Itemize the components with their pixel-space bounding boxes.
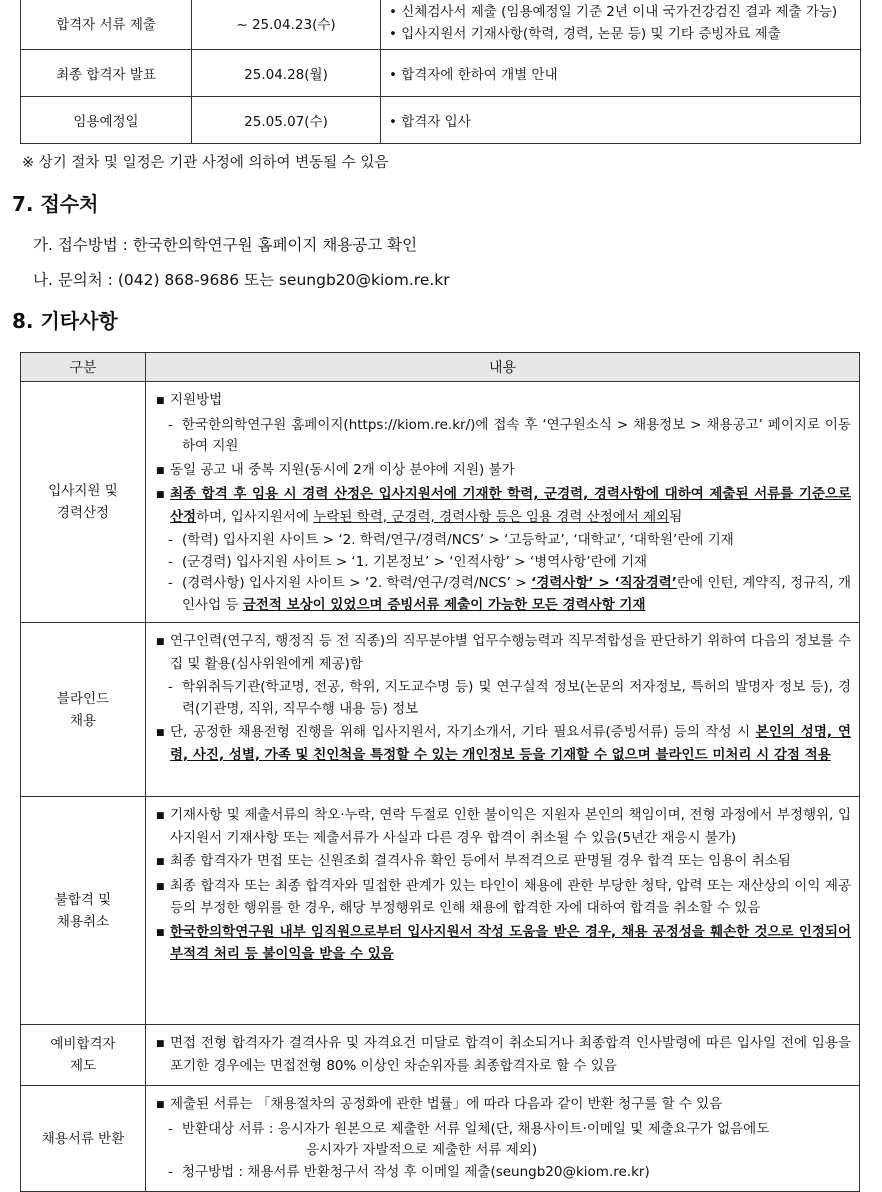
row-label: 블라인드 채용	[21, 623, 146, 797]
table-row	[21, 797, 860, 1025]
table-row	[21, 1086, 860, 1192]
row-content	[146, 1025, 860, 1086]
section-7-item: 나. 문의처 : (042) 868-9686 또는 seungb20@kiom.re.kr	[33, 271, 450, 289]
schedule-detail: • 합격자 입사	[381, 97, 861, 144]
schedule-stage: 최종 합격자 발표	[21, 50, 192, 97]
column-header: 구분	[21, 353, 146, 382]
bullet-item: ■ 최종 합격자가 면접 또는 신원조회 결격사유 확인 등에서 부적격으로 판명될 경우 합격 또는 임용이 취소됨	[156, 851, 851, 874]
row-label: 입사지원 및 경력산정	[21, 382, 146, 623]
table-row	[21, 382, 860, 623]
table-header-row	[21, 353, 860, 382]
schedule-date: 25.05.07(수)	[192, 97, 381, 144]
table-row	[21, 97, 861, 144]
sub-item: - 반환대상 서류 : 응시자가 원본으로 제출한 서류 일체(단, 채용사이트·이메일 및 제출요구가 없음에도	[156, 1119, 851, 1141]
etc-table	[20, 352, 860, 1192]
table-row	[21, 623, 860, 797]
section-7-title: 7. 접수처	[12, 192, 99, 216]
schedule-detail: • 합격자에 한하여 개별 안내	[381, 50, 861, 97]
section-8-title: 8. 기타사항	[12, 309, 118, 333]
schedule-date: ~ 25.04.23(수)	[192, 0, 381, 50]
table-row	[21, 50, 861, 97]
bullet-item: ■ 단, 공정한 채용전형 진행을 위해 입사지원서, 자기소개서, 기타 필요서류(증빙서류) 등의 작성 시 본인의 성명, 연령, 사진, 성별, 가족 및 친인척을 특정할 수 있는 개인정보 등을 기재할 수 없으며 블라인드 미처리 시 감점 적용	[156, 722, 851, 766]
schedule-stage: 임용예정일	[21, 97, 192, 144]
bullet-item: ■ 한국한의학연구원 내부 임직원으로부터 입사지원서 작성 도움을 받은 경우, 채용 공정성을 훼손한 것으로 인정되어 부적격 처리 등 불이익을 받을 수 있음	[156, 922, 851, 966]
schedule-detail	[381, 0, 861, 50]
sub-item: - (학력) 입사지원 사이트 > ‘2. 학력/연구/경력/NCS’ > ‘고등학교’, ‘대학교’, ‘대학원’란에 기재	[156, 530, 851, 552]
row-content	[146, 1086, 860, 1192]
sub-item: - 청구방법 : 채용서류 반환청구서 작성 후 이메일 제출(seungb20@kiom.re.kr)	[156, 1162, 851, 1184]
sub-item: - (경력사항) 입사지원 사이트 > ‘2. 학력/연구/경력/NCS’ > ‘경력사항’ > ‘직장경력’란에 인턴, 계약직, 정규직, 개인사업 등 금전적 보상이 있었으며 증빙서류 제출이 가능한 모든 경력사항 기재	[156, 573, 851, 616]
bullet-item: • 신체검사서 제출 (임용예정일 기준 2년 이내 국가건강검진 결과 제출 가능)	[389, 4, 838, 20]
section-7-item: 가. 접수방법 : 한국한의학연구원 홈페이지 채용공고 확인	[33, 236, 418, 254]
schedule-note: ※ 상기 절차 및 일정은 기관 사정에 의하여 변동될 수 있음	[22, 155, 389, 171]
sub-item: - 한국한의학연구원 홈페이지(https://kiom.re.kr/)에 접속 후 ‘연구원소식 > 채용정보 > 채용공고’ 페이지로 이동하여 지원	[156, 415, 851, 458]
table-row	[21, 1025, 860, 1086]
bullet-item: ■ 지원방법	[156, 390, 851, 413]
column-header: 내용	[146, 353, 860, 382]
row-label: 불합격 및 채용취소	[21, 797, 146, 1025]
schedule-stage: 합격자 서류 제출	[21, 0, 192, 50]
bullet-item: ■ 기재사항 및 제출서류의 착오·누락, 연락 두절로 인한 불이익은 지원자 본인의 책임이며, 전형 과정에서 부정행위, 입사지원서 기재사항 또는 제출서류가 사실과 다른 경우 합격이 취소될 수 있음(5년간 재응시 불가)	[156, 805, 851, 849]
sub-item: - (군경력) 입사지원 사이트 > ‘1. 기본정보’ > ‘인적사항’ > ‘병역사항’란에 기재	[156, 552, 851, 574]
bullet-item: ■ 최종 합격자 또는 최종 합격자와 밀접한 관계가 있는 타인이 채용에 관한 부당한 청탁, 압력 또는 재산상의 이익 제공 등의 부정한 행위를 한 경우, 해당 부정행위로 인해 채용에 합격한 자에 대하여 합격을 취소할 수 있음	[156, 876, 851, 920]
bullet-item: ■ 연구인력(연구직, 행정직 등 전 직종)의 직무분야별 업무수행능력과 직무적합성을 판단하기 위하여 다음의 정보를 수집 및 활용(심사위원에게 제공)함	[156, 631, 851, 675]
bullet-item: ■ 제출된 서류는 「채용절차의 공정화에 관한 법률」에 따라 다음과 같이 반환 청구를 할 수 있음	[156, 1094, 851, 1117]
schedule-date: 25.04.28(월)	[192, 50, 381, 97]
row-content	[146, 623, 860, 797]
sub-item-continuation: 응시자가 자발적으로 제출한 서류 제외)	[306, 1142, 538, 1158]
table-row	[21, 0, 861, 50]
row-content	[146, 382, 860, 623]
schedule-table	[20, 0, 861, 144]
row-content	[146, 797, 860, 1025]
sub-item: - 학위취득기관(학교명, 전공, 학위, 지도교수명 등) 및 연구실적 정보(논문의 저자정보, 특허의 발명자 정보 등), 경력(기관명, 직위, 직무수행 내용 등) 정보	[156, 677, 851, 720]
row-label: 예비합격자 제도	[21, 1025, 146, 1086]
bullet-item: ■ 동일 공고 내 중복 지원(동시에 2개 이상 분야에 지원) 불가	[156, 460, 851, 483]
bullet-item: • 입사지원서 기재사항(학력, 경력, 논문 등) 및 기타 증빙자료 제출	[389, 26, 781, 42]
row-label: 채용서류 반환	[21, 1086, 146, 1192]
bullet-item: ■ 면접 전형 합격자가 결격사유 및 자격요건 미달로 합격이 취소되거나 최종합격 인사발령에 따른 입사일 전에 임용을 포기한 경우에는 면접전형 80% 이상인 차순위자를 최종합격자로 할 수 있음	[156, 1033, 851, 1077]
bullet-item: ■ 최종 합격 후 임용 시 경력 산정은 입사지원서에 기재한 학력, 군경력, 경력사항에 대하여 제출된 서류를 기준으로 산정하며, 입사지원서에 누락된 학력, 군경력, 경력사항 등은 임용 경력 산정에서 제외됨	[156, 484, 851, 528]
